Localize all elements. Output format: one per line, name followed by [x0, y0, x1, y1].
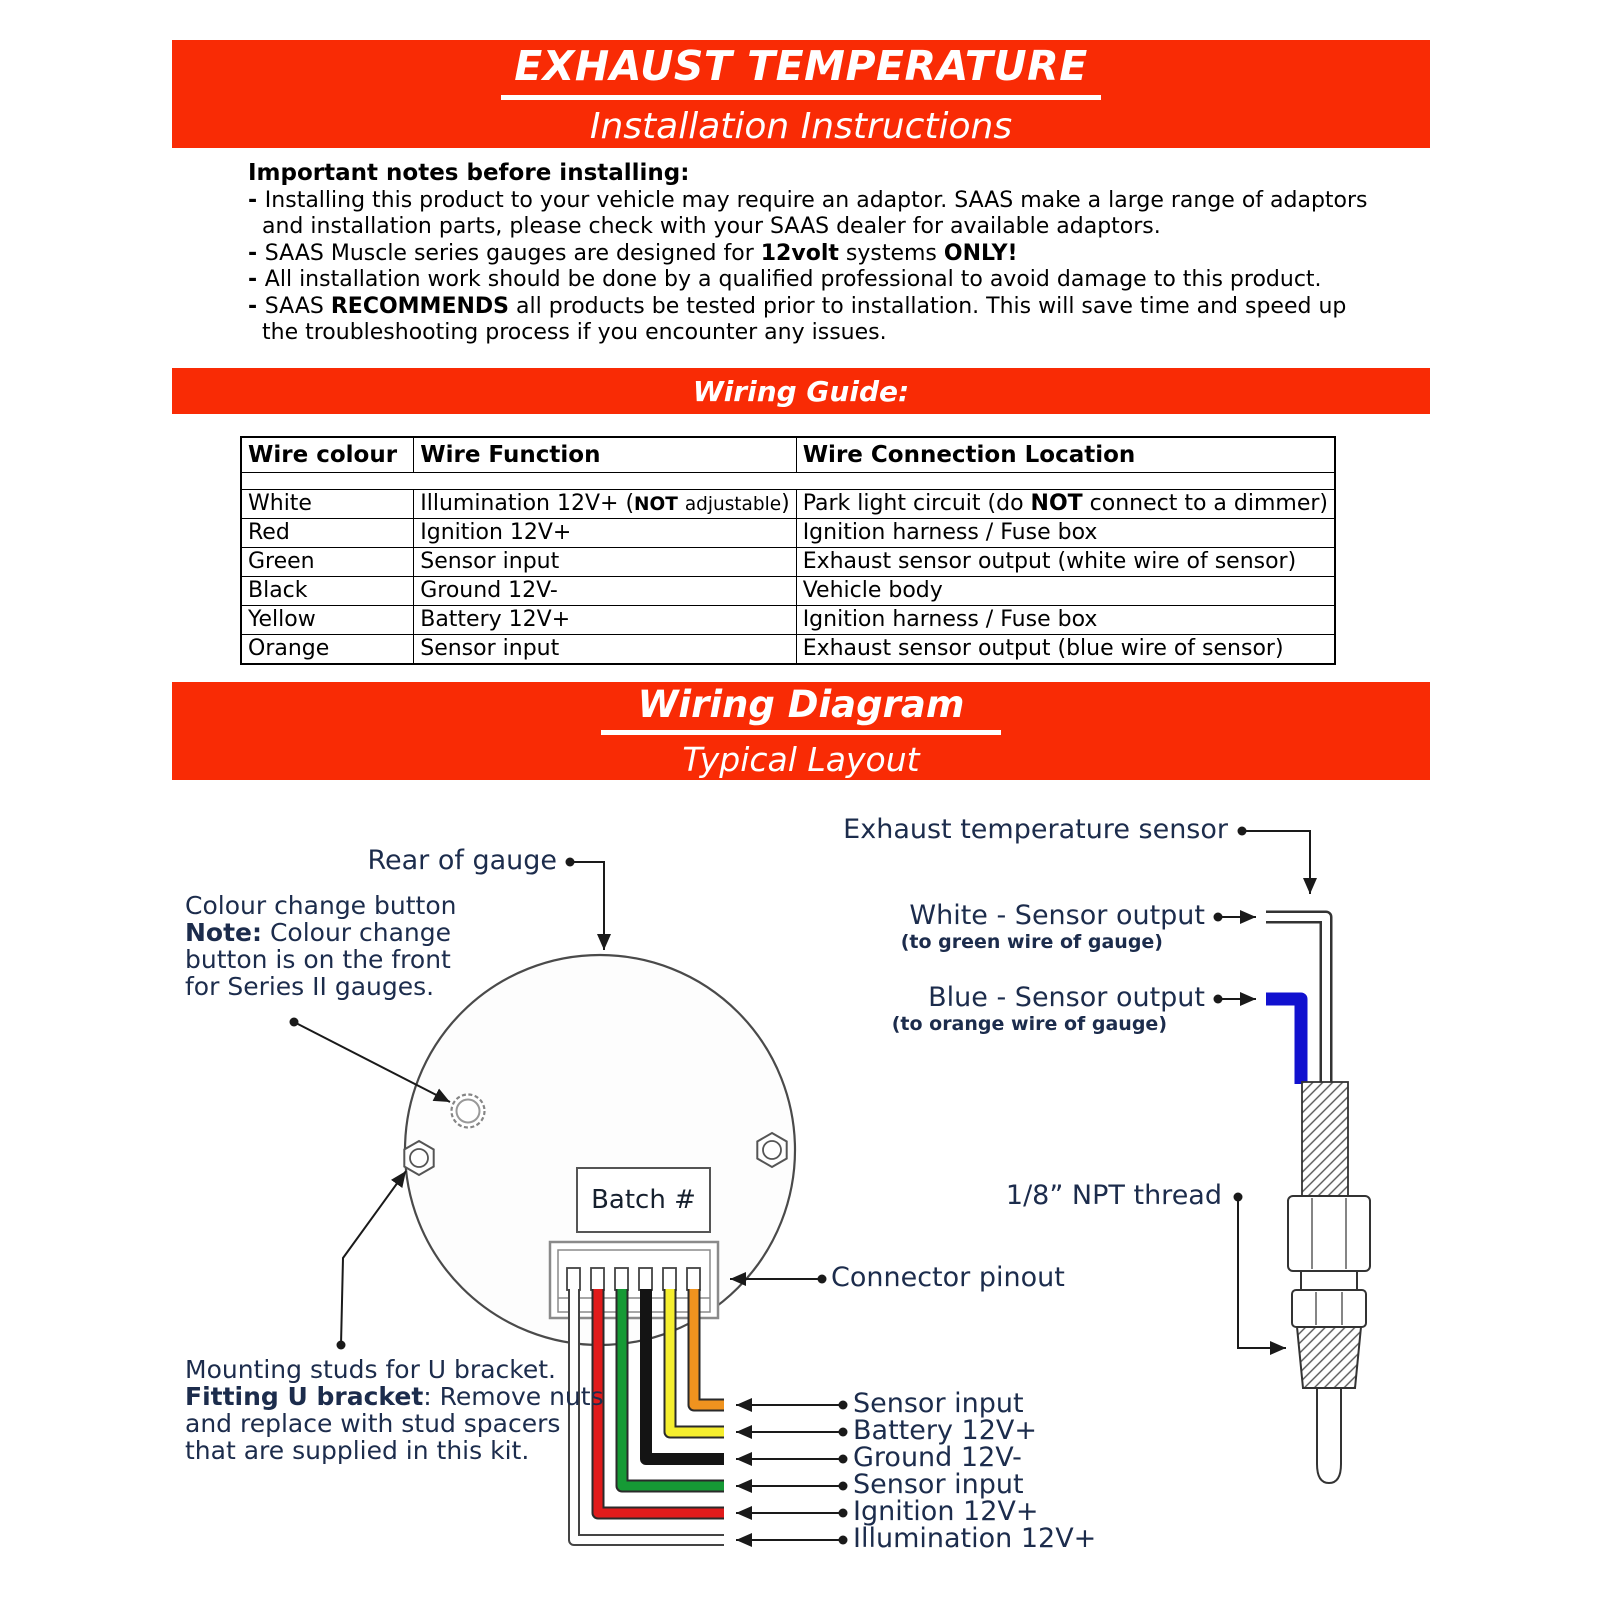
- colour-change-button-icon: [452, 1095, 485, 1128]
- label-wire-red: Ignition 12V+: [853, 1496, 1039, 1527]
- table-row: [241, 490, 1335, 519]
- label-line: [185, 892, 456, 919]
- text-segment: : Remove nuts: [423, 1382, 604, 1411]
- text-segment: Vehicle body: [802, 578, 943, 603]
- text-segment: Ignition harness / Fuse box: [802, 607, 1098, 632]
- cell-wire-location: [796, 548, 1335, 577]
- cell-wire-colour: Green: [241, 548, 414, 577]
- text-segment: systems: [838, 240, 944, 266]
- connector-pin: [639, 1268, 652, 1290]
- text-segment: NOT: [1030, 491, 1083, 516]
- text-segment: Colour change: [262, 918, 452, 947]
- cell-wire-colour: White: [241, 490, 414, 519]
- text-segment: All installation work should be done by a qualified professional to avoid damage to this product.: [264, 267, 1322, 292]
- diagram-title-underline: [601, 730, 1001, 735]
- table-header-row: [241, 437, 1335, 473]
- sensor-drawing: [1266, 917, 1370, 1483]
- label-white-output-sub: (to green wire of gauge): [900, 931, 1163, 953]
- note-bullet: [248, 267, 1368, 294]
- leader-exhaust-sensor: [1242, 831, 1310, 894]
- cell-wire-location: [796, 635, 1335, 665]
- cell-wire-colour: Orange: [241, 635, 414, 665]
- text-segment: Exhaust sensor output (white wire of sensor): [802, 549, 1297, 574]
- text-segment: SAAS Muscle series gauges are designed for: [264, 240, 761, 266]
- sensor-npt-thread: [1297, 1327, 1361, 1388]
- label-wire-black: Ground 12V-: [853, 1442, 1022, 1473]
- text-segment: Fitting U bracket: [185, 1382, 424, 1411]
- page-subtitle: Installation Instructions: [589, 105, 1013, 147]
- text-segment: RECOMMENDS: [330, 293, 509, 319]
- title-underline: [501, 95, 1101, 100]
- label-npt-thread: 1/8” NPT thread: [1005, 1180, 1222, 1211]
- label-wire-yellow: Battery 12V+: [853, 1415, 1037, 1446]
- text-segment: Ignition 12V+: [420, 520, 572, 545]
- text-segment: Sensor input: [420, 636, 560, 661]
- notes-heading: Important notes before installing:: [248, 160, 690, 186]
- wiring-table: [240, 436, 1336, 665]
- note-bullet: [248, 294, 1368, 347]
- wiring-diagram-subtitle: Typical Layout: [682, 740, 920, 779]
- cell-wire-location: [796, 519, 1335, 548]
- text-segment: that are supplied in this kit.: [185, 1436, 530, 1465]
- text-segment: NOT: [634, 494, 678, 515]
- wiring-table-body: [241, 490, 1335, 665]
- wiring-guide-banner: [172, 368, 1430, 414]
- text-segment: button is on the front: [185, 945, 451, 974]
- label-colour-change: [185, 892, 456, 1000]
- mounting-stud-right-icon: [757, 1133, 786, 1167]
- text-segment: -: [248, 240, 265, 266]
- text-segment: Ignition harness / Fuse box: [802, 520, 1098, 545]
- wiring-diagram: [0, 800, 1600, 1600]
- notes-section: [248, 160, 1368, 347]
- leader-npt: [1238, 1197, 1286, 1348]
- table-header-location: Wire Connection Location: [796, 437, 1335, 473]
- cell-wire-colour: Yellow: [241, 606, 414, 635]
- label-wire-white: Illumination 12V+: [853, 1523, 1097, 1554]
- note-bullet: [248, 188, 1368, 241]
- leader-mounting-stud: [341, 1171, 406, 1345]
- cell-wire-colour: Red: [241, 519, 414, 548]
- text-segment: ONLY!: [943, 240, 1018, 266]
- text-segment: SAAS: [264, 293, 331, 319]
- text-segment: Mounting studs for U bracket.: [185, 1355, 556, 1384]
- sensor-probe: [1317, 1388, 1341, 1483]
- note-bullet: [248, 241, 1368, 268]
- text-segment: Park light circuit (do: [802, 491, 1031, 516]
- text-segment: Installing this product to your vehicle may require an adaptor. SAAS make a large range of adaptors and installation parts, please check with your SAAS dealer for available adaptors.: [262, 187, 1368, 239]
- label-line: [185, 1437, 604, 1464]
- text-segment: 12volt: [760, 240, 839, 266]
- table-row: [241, 577, 1335, 606]
- table-row: [241, 519, 1335, 548]
- text-segment: Illumination 12V+ (: [420, 491, 635, 516]
- text-segment: ): [781, 491, 790, 516]
- wiring-diagram-banner: [172, 682, 1430, 780]
- text-segment: Note:: [185, 918, 263, 947]
- text-segment: Colour change button: [185, 891, 457, 920]
- table-header-colour: Wire colour: [241, 437, 414, 473]
- label-rear-of-gauge: Rear of gauge: [367, 845, 557, 876]
- label-line: [185, 946, 456, 973]
- cell-wire-function: [414, 548, 796, 577]
- cell-wire-location: [796, 490, 1335, 519]
- table-row: [241, 548, 1335, 577]
- label-connector-pinout: Connector pinout: [831, 1262, 1065, 1293]
- connector-pin: [567, 1268, 580, 1290]
- sensor-wire-blue: [1266, 999, 1301, 1084]
- leader-rear-of-gauge: [570, 862, 604, 950]
- label-line: [185, 1356, 604, 1383]
- text-segment: -: [248, 187, 265, 213]
- text-segment: Battery 12V+: [420, 607, 571, 632]
- label-line: [185, 1410, 604, 1437]
- table-spacer-row: [241, 473, 1335, 490]
- table-header-function: Wire Function: [414, 437, 796, 473]
- cell-wire-location: [796, 577, 1335, 606]
- cell-wire-function: [414, 519, 796, 548]
- connector-pin: [615, 1268, 628, 1290]
- text-segment: for Series II gauges.: [185, 972, 435, 1001]
- sensor-hex-nut-large: [1288, 1196, 1370, 1271]
- label-mounting-studs: [185, 1356, 604, 1464]
- label-wire-orange: Sensor input: [853, 1388, 1024, 1419]
- batch-label: Batch #: [591, 1185, 696, 1215]
- text-segment: and replace with stud spacers: [185, 1409, 561, 1438]
- label-line: [185, 1383, 604, 1410]
- text-segment: [678, 491, 685, 516]
- label-white-output: White - Sensor output: [909, 900, 1205, 931]
- connector-pin: [687, 1268, 700, 1290]
- label-blue-output-sub: (to orange wire of gauge): [891, 1013, 1167, 1035]
- sensor-sheath: [1302, 1082, 1348, 1196]
- text-segment: -: [248, 267, 265, 292]
- text-segment: Sensor input: [420, 549, 560, 574]
- mounting-stud-left-icon: [404, 1141, 433, 1175]
- cell-wire-function: [414, 577, 796, 606]
- text-segment: -: [248, 293, 265, 319]
- label-blue-output-block: [892, 982, 1205, 1035]
- table-row: [241, 606, 1335, 635]
- label-wire-green: Sensor input: [853, 1469, 1024, 1500]
- label-blue-output: Blue - Sensor output: [928, 982, 1205, 1013]
- cell-wire-function: [414, 490, 796, 519]
- text-segment: connect to a dimmer): [1082, 491, 1328, 516]
- text-segment: Ground 12V-: [420, 578, 558, 603]
- label-line: [185, 973, 456, 1000]
- cell-wire-function: [414, 635, 796, 665]
- wiring-diagram-title: Wiring Diagram: [637, 683, 965, 726]
- connector-pin: [663, 1268, 676, 1290]
- label-white-output-block: [901, 900, 1205, 953]
- text-segment: all products be tested prior to installation. This will save time and speed up the troubleshooting process if you encounter any issues.: [262, 293, 1347, 345]
- label-line: [185, 919, 456, 946]
- cell-wire-location: [796, 606, 1335, 635]
- connector-pin: [591, 1268, 604, 1290]
- cell-wire-function: [414, 606, 796, 635]
- cell-wire-colour: Black: [241, 577, 414, 606]
- text-segment: Exhaust sensor output (blue wire of sensor): [802, 636, 1284, 661]
- page-title: EXHAUST TEMPERATURE: [514, 41, 1088, 90]
- table-row: [241, 635, 1335, 665]
- wiring-guide-title: Wiring Guide:: [692, 374, 910, 408]
- label-exhaust-sensor: Exhaust temperature sensor: [843, 814, 1228, 845]
- header-banner: [172, 40, 1430, 148]
- sensor-waist: [1301, 1271, 1357, 1290]
- text-segment: adjustable: [684, 494, 782, 515]
- sensor-hex-nut-small: [1292, 1290, 1366, 1327]
